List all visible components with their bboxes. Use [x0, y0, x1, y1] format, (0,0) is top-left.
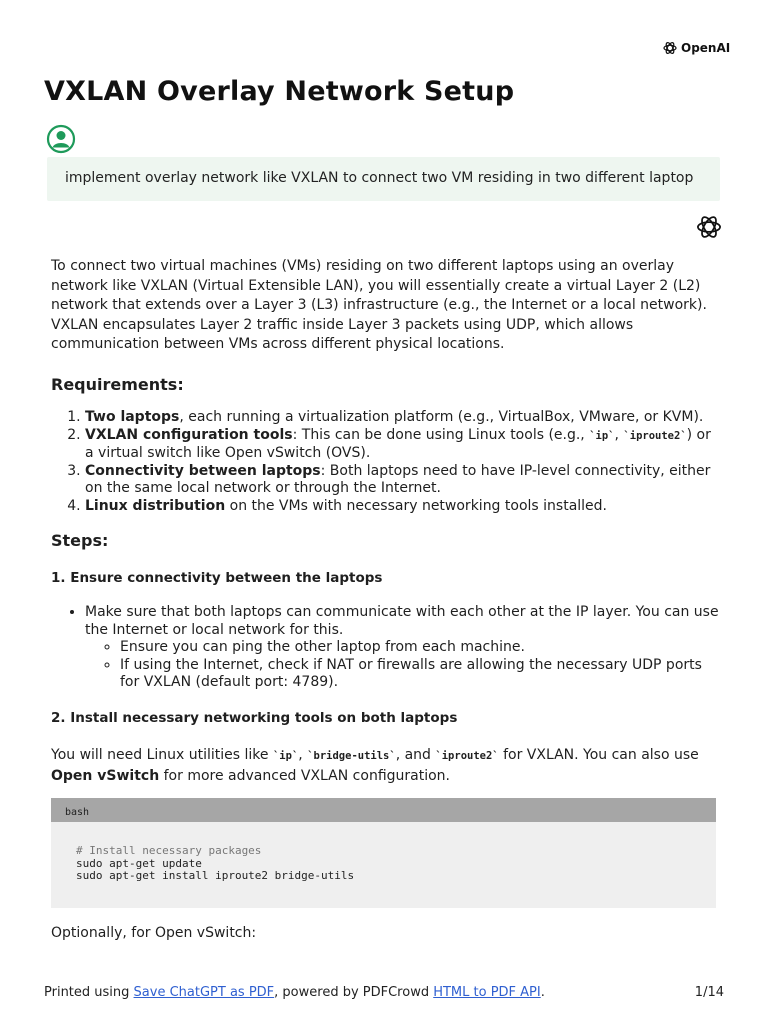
code-language-label: bash — [51, 798, 716, 822]
user-avatar-icon — [46, 124, 76, 154]
steps-heading: Steps: — [51, 531, 109, 550]
step1-title: 1. Ensure connectivity between the laptops — [51, 569, 383, 586]
code-comment: # Install necessary packages — [76, 844, 262, 857]
list-item: 3. Connectivity between laptops: Both laptops need to have IP-level connectivity, either on the same local network or through the Internet. — [85, 463, 723, 498]
logo-text: OpenAI — [681, 41, 731, 55]
code-lines: sudo apt-get update sudo apt-get install iproute2 bridge-utils — [76, 856, 355, 882]
list-item: 2. VXLAN configuration tools: This can be done using Linux tools (e.g., `ip`, `iproute2`) or a virtual switch like Open vSwitch (OVS). — [85, 427, 723, 463]
page-number: 1/14 — [694, 985, 724, 1000]
list-item: • Make sure that both laptops can communicate with each other at the IP layer. You can use the Internet or local network for this. ◦ Ensure you can ping the other laptop from each machine. ◦ If using the Internet, check if NAT or firewalls are allowing the necessary UDP ports for VXLAN (default port: 4789). — [85, 604, 723, 692]
list-item: ◦ Ensure you can ping the other laptop from each machine. — [120, 639, 723, 657]
openai-logo — [662, 40, 730, 56]
footer — [44, 985, 724, 1000]
code-block — [51, 798, 716, 908]
step2-paragraph: You will need Linux utilities like `ip`, `bridge-utils`, and `iproute2` for VXLAN. You can also use Open vSwitch for more advanced VXLAN configuration. — [51, 747, 699, 784]
requirements-list — [51, 409, 723, 515]
user-message: implement overlay network like VXLAN to connect two VM residing in two different laptop — [47, 157, 720, 201]
list-item: 1. Two laptops, each running a virtualization platform (e.g., VirtualBox, VMware, or KVM). — [85, 409, 723, 427]
assistant-response — [51, 257, 723, 944]
html-to-pdf-api-link[interactable]: HTML to PDF API — [433, 985, 541, 1000]
step1-sublist — [85, 639, 723, 692]
list-item: ◦ If using the Internet, check if NAT or firewalls are allowing the necessary UDP ports for VXLAN (default port: 4789). — [120, 657, 723, 692]
code-content[interactable] — [51, 822, 716, 908]
step1-list — [51, 604, 723, 692]
footer-prefix: Printed using — [44, 985, 134, 1000]
save-chatgpt-pdf-link[interactable]: Save ChatGPT as PDF — [133, 985, 275, 1000]
openai-logo-icon — [662, 40, 678, 56]
chatgpt-avatar-icon — [695, 213, 723, 241]
step2-after-paragraph: Optionally, for Open vSwitch: — [51, 925, 257, 941]
step2-title: 2. Install necessary networking tools on both laptops — [51, 709, 458, 726]
list-item: 4. Linux distribution on the VMs with necessary networking tools installed. — [85, 498, 723, 516]
footer-middle: , powered by PDFCrowd — [274, 985, 434, 1000]
requirements-heading: Requirements: — [51, 374, 184, 394]
page-title: VXLAN Overlay Network Setup — [44, 76, 515, 107]
footer-suffix: . — [540, 985, 545, 1000]
intro-paragraph: To connect two virtual machines (VMs) residing on two different laptops using an overlay network like VXLAN (Virtual Extensible LAN), you will essentially create a virtual Layer 2 (L2) network that extends over a Layer 3 (L3) infrastructure (e.g., the Internet or a local network). VXLAN encapsulates Layer 2 traffic inside Layer 3 packets using UDP, which allows communication between VMs across different physical locations. — [51, 258, 707, 352]
